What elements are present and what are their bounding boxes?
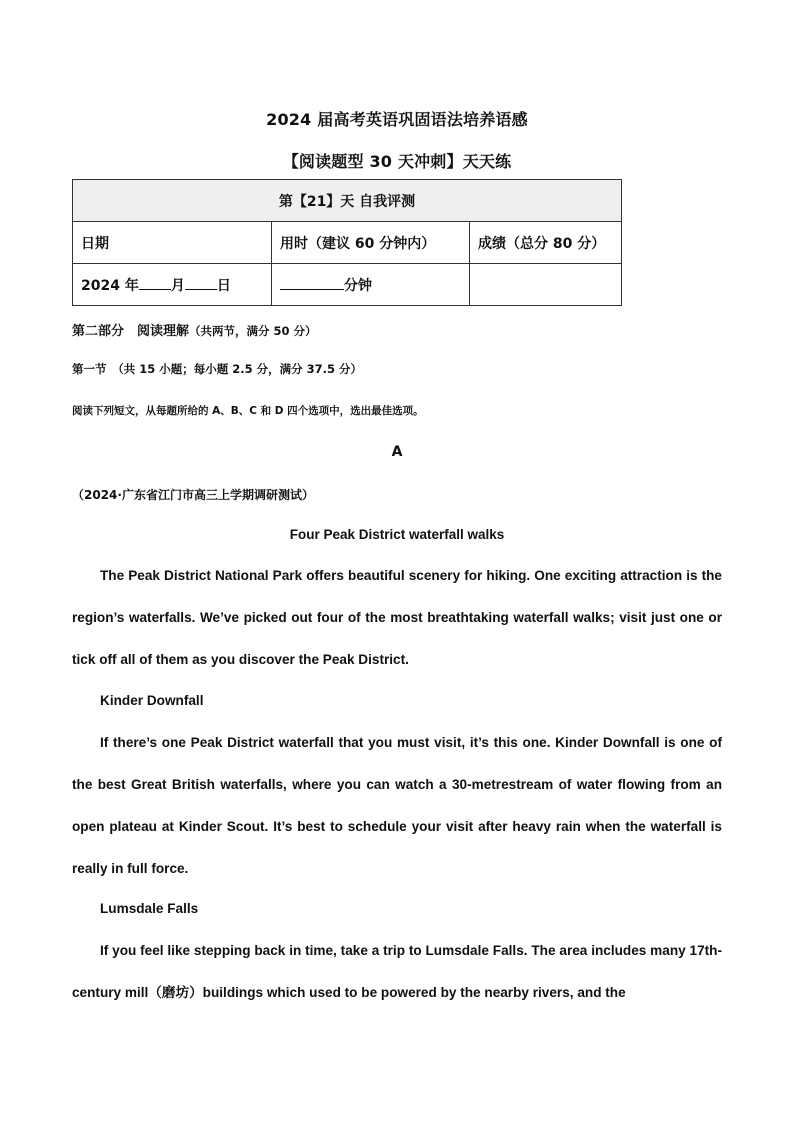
date-month: 月	[170, 277, 185, 294]
table-label-row	[73, 222, 622, 264]
time-unit: 分钟	[344, 277, 372, 294]
time-field[interactable]	[272, 264, 470, 306]
month-blank[interactable]	[139, 277, 171, 290]
date-day: 日	[216, 277, 231, 294]
time-label: 用时（建议 60 分钟内）	[272, 222, 470, 264]
part-heading	[72, 320, 317, 339]
score-field[interactable]	[470, 264, 622, 306]
part-note: （共两节，满分 50 分）	[189, 324, 317, 338]
part-title: 第二部分 阅读理解	[72, 324, 190, 339]
table-input-row	[73, 264, 622, 306]
table-heading: 第【21】天 自我评测	[73, 180, 622, 222]
document-subtitle: 【阅读题型 30 天冲刺】天天练	[282, 152, 512, 171]
document-title: 2024 届高考英语巩固语法培养语感	[266, 110, 528, 129]
instructions: 阅读下列短文，从每题所给的 A、B、C 和 D 四个选项中，选出最佳选项。	[72, 405, 424, 417]
self-evaluation-table	[72, 179, 622, 306]
section-heading: 第一节 （共 15 小题；每小题 2.5 分，满分 37.5 分）	[72, 362, 363, 376]
paragraph-intro: The Peak District National Park offers beautiful scenery for hiking. One exciting attraction is the region’s waterfalls. We’ve picked out four of the most breathtaking waterfall walks; visit just one or tick off all of them as you discover the Peak District.	[72, 568, 722, 667]
date-field[interactable]	[73, 264, 272, 306]
passage-letter: A	[391, 444, 403, 460]
day-blank[interactable]	[185, 277, 217, 290]
table-header-row	[73, 180, 622, 222]
subheading-kinder-downfall: Kinder Downfall	[100, 693, 204, 708]
subheading-lumsdale-falls: Lumsdale Falls	[100, 901, 199, 916]
minutes-blank[interactable]	[280, 277, 344, 290]
date-label: 日期	[73, 222, 272, 264]
date-year: 2024 年	[81, 277, 139, 294]
passage-source: （2024·广东省江门市高三上学期调研测试）	[72, 488, 314, 502]
paragraph-lumsdale-falls: If you feel like stepping back in time, take a trip to Lumsdale Falls. The area includes many 17th-century mill（磨坊）buildings which used to be powered by the nearby rivers, and the	[72, 943, 722, 1000]
paragraph-kinder-downfall: If there’s one Peak District waterfall that you must visit, it’s this one. Kinder Downfall is one of the best Great British waterfalls, where you can watch a 30-metrestream of water flowing from an open plateau at Kinder Scout. It’s best to schedule your visit after heavy rain when the waterfall is really in full force.	[72, 735, 722, 876]
score-label: 成绩（总分 80 分）	[470, 222, 622, 264]
passage-title: Four Peak District waterfall walks	[289, 527, 505, 542]
